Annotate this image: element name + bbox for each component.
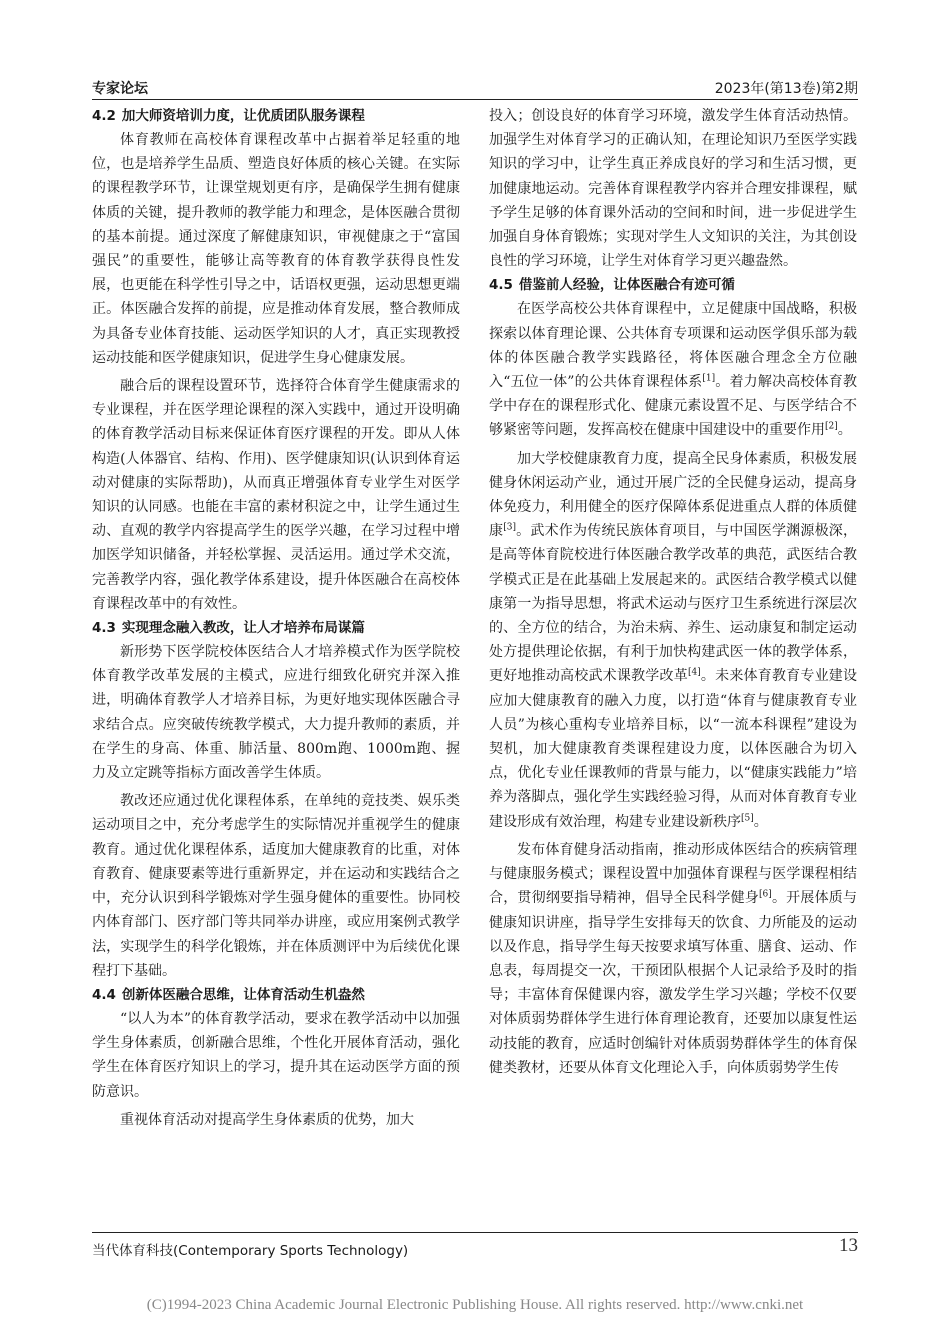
page-header xyxy=(92,74,858,100)
paragraph: 教改还应通过优化课程体系，在单纯的竞技类、娱乐类运动项目之中，充分考虑学生的实际情况并重视学生的健康教育。通过优化课程体系，适度加大健康教育的比重，对体育教育、健康要素等进行重新界定，并在运动和实践结合之中，充分认识到科学锻炼对学生强身健体的重要性。协同校内体育部门、医疗部门等共同举办讲座，或应用案例式教学法，实现学生的科学化锻炼，并在体质测评中为后续优化课程打下基础。 xyxy=(92,793,460,979)
copyright-notice: (C)1994-2023 China Academic Journal Electronic Publishing House. All rights reserved. http://www.cnki.net xyxy=(146,1297,804,1313)
citation: [5] xyxy=(741,813,754,824)
paragraph: 融合后的课程设置环节，选择符合体育学生健康需求的专业课程，并在医学理论课程的深入实践中，通过开设明确的体育教学活动目标来保证体育医疗课程的开发。即从人体构造(人体器官、结构、作用)、医学健康知识(认识到体育运动对健康的实际帮助)，从而真正增强体育专业学生对医学知识的认同感。也能在丰富的素材积淀之中，让学生通过生动、直观的教学内容提高学生的医学兴趣，在学习过程中增加医学知识储备，并轻松掌握、灵活运用。通过学术交流，完善教学内容，强化教学体系建设，提升体医融合在高校体育课程改革中的有效性。 xyxy=(92,378,460,612)
paragraph: “以人为本”的体育教学活动，要求在教学活动中以加强学生身体素质，创新融合思维，个性化开展体育活动，强化学生在体育医疗知识上的学习，提升其在运动医学方面的预防意识。 xyxy=(92,1010,460,1100)
paragraph: 在医学高校公共体育课程中，立足健康中国战略，积极探索以体育理论课、公共体育专项课和运动医学俱乐部为载体的体医融合教学实践路径，将体医融合理念全方位融入“五位一体”的公共体育课程体系[1]。着力解决高校体育教学中存在的课程形式化、健康元素设置不足、与医学结合不够紧密等问题，发挥高校在健康中国建设中的重要作用[2]。 xyxy=(489,301,857,439)
journal-name: 当代体育科技(Contemporary Sports Technology) xyxy=(92,1243,409,1259)
paragraph: 加大学校健康教育力度，提高全民身体素质，积极发展健身休闲运动产业，通过开展广泛的全民健身运动，提高身体免疫力，利用健全的医疗保障体系促进重点人群的体质健康[3]。武术作为传统民族体育项目，与中国医学渊源极深，是高等体育院校进行体医融合教学改革的典范，武医结合教学模式正是在此基础上发展起来的。武医结合教学模式以健康第一为指导思想，将武术运动与医疗卫生系统进行深层次的、全方位的结合，为治未病、养生、运动康复和制定运动处方提供理论依据，有利于加快构建武医一体的教学体系，更好地推动高校武术课教学改革[4]。未来体育教育专业建设应加大健康教育的融入力度，以打造“体育与健康教育专业人员”为核心重构专业培养目标，以“一流本科课程”建设为契机，加大健康教育类课程建设力度，以体医融合为切入点，优化专业任课教师的背景与能力，以“健康实践能力”培养为落脚点，强化学生实践经验习得，从而对体育教育专业建设形成有效治理，构建专业建设新秩序[5]。 xyxy=(489,450,857,830)
page-footer xyxy=(92,1232,858,1260)
left-column xyxy=(92,104,460,1229)
paragraph-continued: 投入；创设良好的体育学习环境，激发学生体育活动热情。加强学生对体育学习的正确认知，在理论知识乃至医学实践知识的学习中，让学生真正养成良好的学习和生活习惯，更加健康地运动。完善体育课程教学内容并合理安排课程，赋予学生足够的体育课外活动的空间和时间，进一步促进学生加强自身体育锻炼；实现对学生人文知识的关注，为其创设良性的学习环境，让学生对体育学习更兴趣盎然。 xyxy=(489,108,857,270)
section-heading-4-2: 4.2 加大师资培训力度，让优质团队服务课程 xyxy=(92,108,365,124)
issue-label: 2023年(第13卷)第2期 xyxy=(714,81,858,97)
citation: [6] xyxy=(759,889,772,900)
citation: [1] xyxy=(702,373,716,384)
right-column xyxy=(489,104,857,1229)
citation: [4] xyxy=(687,667,701,678)
section-heading-4-3: 4.3 实现理念融入教改，让人才培养布局谋篇 xyxy=(92,620,365,637)
section-heading-4-4: 4.4 创新体医融合思维，让体育活动生机盎然 xyxy=(92,986,365,1003)
page-number: 13 xyxy=(839,1235,858,1256)
section-label: 专家论坛 xyxy=(92,81,148,97)
paragraph: 重视体育活动对提高学生身体素质的优势，加大 xyxy=(120,1111,414,1128)
section-heading-4-5: 4.5 借鉴前人经验，让体医融合有迹可循 xyxy=(489,277,735,294)
paragraph: 新形势下医学院校体医结合人才培养模式作为医学院校体育教学改革发展的主模式，应进行细致化研究并深入推进，明确体育教学人才培养目标，为更好地实现体医融合寻求结合点。应突破传统教学模式，大力提升教师的素质，并在学生的身高、体重、肺活量、800m跑、1000m跑、握力及立定跳等指标方面改善学生体质。 xyxy=(92,644,460,782)
citation: [3] xyxy=(503,522,516,533)
paragraph: 发布体育健身活动指南，推动形成体医结合的疾病管理与健康服务模式；课程设置中加强体育课程与医学课程相结合，贯彻纲要指导精神，倡导全民科学健身[6]。开展体质与健康知识讲座，指导学生安排每天的饮食、力所能及的运动以及作息，指导学生每天按要求填写体重、膳食、运动、作息表，每周提交一次，干预团队根据个人记录给予及时的指导；丰富体育保健课内容，激发学生学习兴趣；学校不仅要对体质弱势群体学生进行体育理论教育，还要加以康复性运动技能的教育，应适时创编针对体质弱势群体学生的体育保健类教材，还要从体育文化理论入手，向体质弱势学生传 xyxy=(489,841,857,1076)
paragraph: 体育教师在高校体育课程改革中占据着举足轻重的地位，也是培养学生品质、塑造良好体质的核心关键。在实际的课程教学环节，让课堂规划更有序，是确保学生拥有健康体质的关键，提升教师的教学能力和理念，是体医融合贯彻的基本前提。通过深度了解健康知识，审视健康之于“富国强民”的重要性，能够让高等教育的体育教学获得良性发展，也更能在科学性引导之中，话语权更强，运动思想更端正。体医融合发挥的前提，应是推动体育发展，整合教师成为具备专业体育技能、运动医学知识的人才，真正实现教授运动技能和医学健康知识，促进学生身心健康发展。 xyxy=(92,132,460,366)
citation: [2] xyxy=(825,421,838,432)
